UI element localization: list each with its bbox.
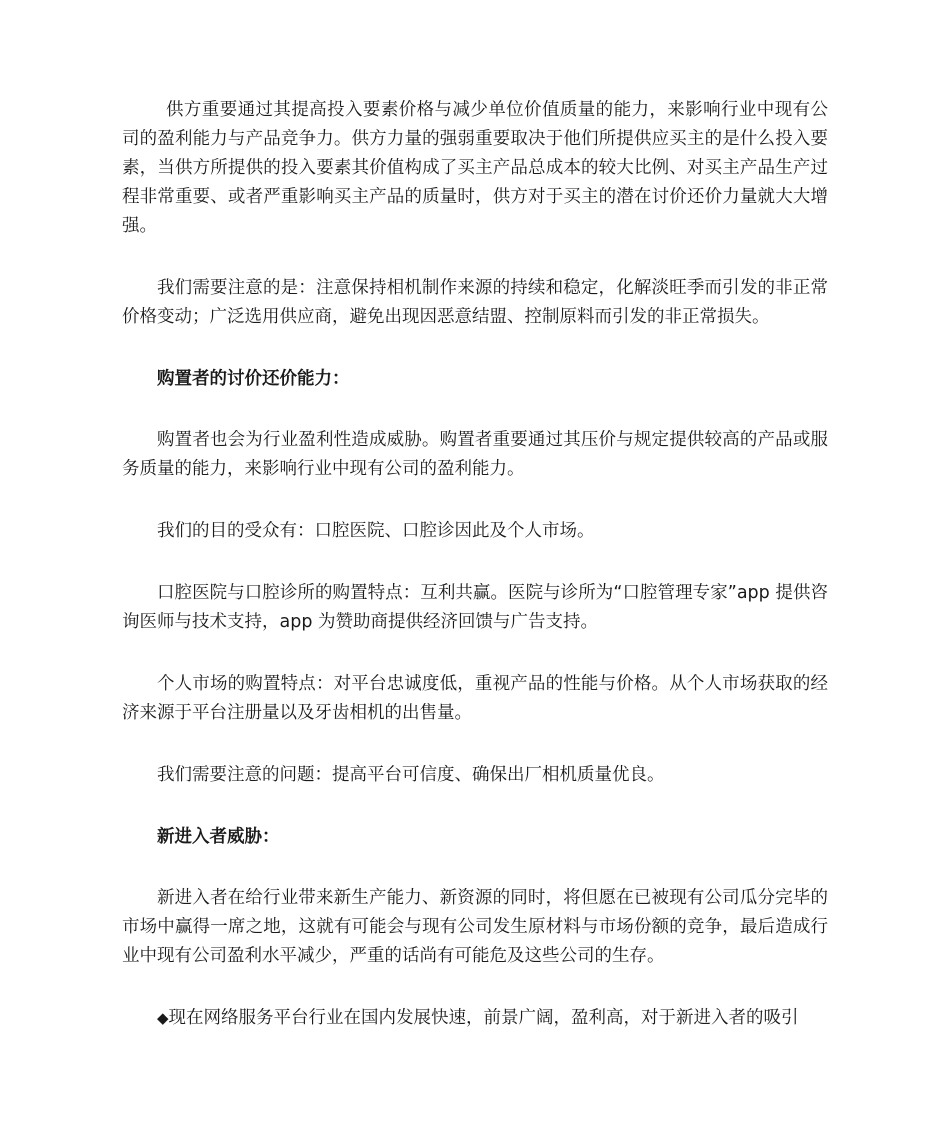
paragraph-supplier-power: 供方重要通过其提高投入要素价格与减少单位价值质量的能力，来影响行业中现有公司的盈利能力与产品竞争力。供方力量的强弱重要取决于他们所提供应买主的是什么投入要素，当供方所提供的投入要素其价值构成了买主产品总成本的较大比例、对买主产品生产过程非常重要、或者严重影响买主产品的质量时，供方对于买主的潜在讨价还价力量就大大增强。 (122, 100, 828, 236)
diamond-bullet-icon: ◆ (157, 1009, 169, 1027)
paragraph-target-audience: 我们的目的受众有：口腔医院、口腔诊因此及个人市场。 (157, 521, 595, 541)
document-body (122, 96, 828, 1066)
paragraph-hospital-purchase: 口腔医院与口腔诊所的购置特点：互利共赢。医院与诊所为“口腔管理专家”app 提供咨询医师与技术支持，app 为赞助商提供经济回馈与广告支持。 (122, 583, 828, 632)
paragraph-supplier-notes: 我们需要注意的是：注意保持相机制作来源的持续和稳定，化解淡旺季而引发的非正常价格变动；广泛选用供应商，避免出现因恶意结盟、控制原料而引发的非正常损失。 (122, 278, 828, 327)
heading-buyer-power: 购置者的讨价还价能力： (157, 369, 350, 389)
heading-new-entrants: 新进入者威胁： (157, 827, 280, 847)
paragraph-attention-issues: 我们需要注意的问题：提高平台可信度、确保出厂相机质量优良。 (157, 765, 665, 785)
bullet-item (122, 1004, 828, 1033)
bullet-text: 现在网络服务平台行业在国内发展快速，前景广阔，盈利高，对于新进入者的吸引 (168, 1008, 799, 1028)
paragraph-personal-market: 个人市场的购置特点：对平台忠诚度低，重视产品的性能与价格。从个人市场获取的经济来源于平台注册量以及牙齿相机的出售量。 (122, 674, 828, 723)
paragraph-buyer-threat: 购置者也会为行业盈利性造成威胁。购置者重要通过其压价与规定提供较高的产品或服务质量的能力，来影响行业中现有公司的盈利能力。 (122, 430, 828, 479)
paragraph-new-entrants: 新进入者在给行业带来新生产能力、新资源的同时，将但愿在已被现有公司瓜分完毕的市场中赢得一席之地，这就有可能会与现有公司发生原材料与市场份额的竞争，最后造成行业中现有公司盈利水平减少，严重的话尚有可能危及这些公司的生存。 (122, 888, 828, 966)
